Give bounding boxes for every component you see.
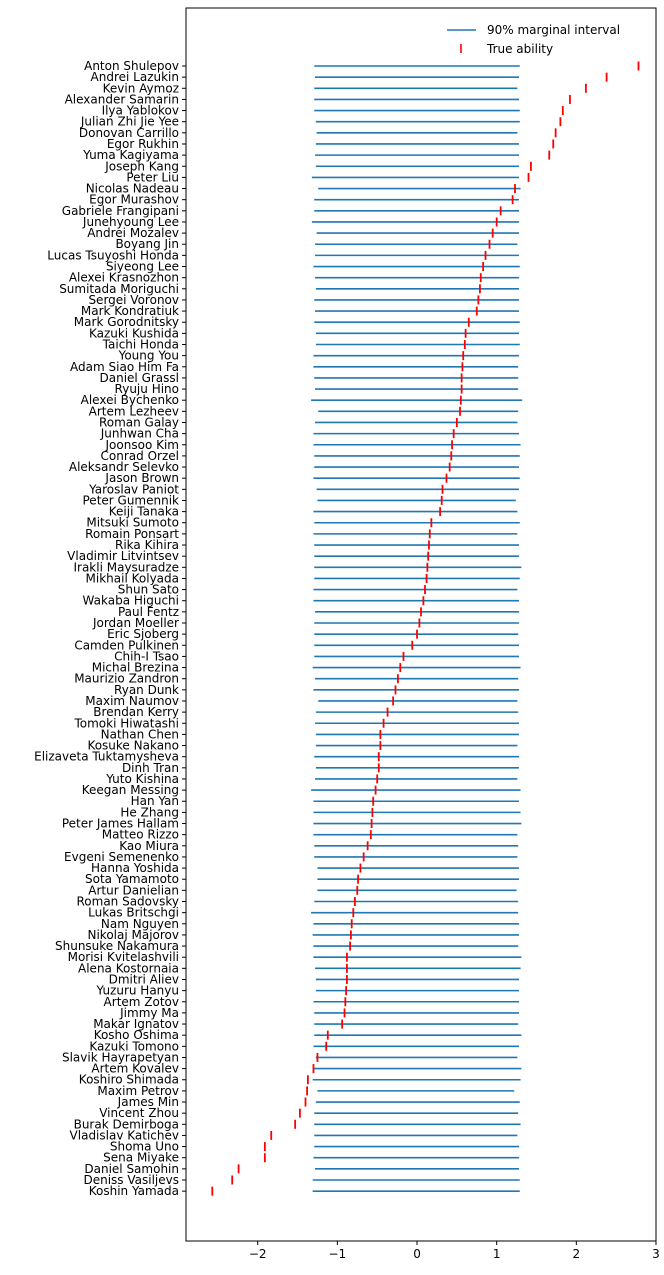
y-tick-label: Romain Ponsart: [85, 526, 179, 541]
y-tick-label: Tomoki Hiwatashi: [74, 716, 179, 731]
y-tick-label: Makar Ignatov: [93, 1017, 179, 1032]
y-tick-label: Paul Fentz: [117, 604, 179, 619]
y-tick-label: Siyeong Lee: [105, 259, 179, 274]
y-tick-label: Lucas Tsuyoshi Honda: [47, 248, 179, 263]
y-tick-label: Andrei Mozalev: [87, 226, 179, 241]
y-tick-label: Peter James Hallam: [61, 816, 179, 831]
x-tick-label: 0: [413, 1247, 421, 1261]
y-tick-label: Roman Sadovsky: [76, 894, 179, 909]
x-tick-label: 3: [652, 1247, 660, 1261]
y-tick-label: Sergei Voronov: [88, 292, 179, 307]
y-tick-label: Eric Sjoberg: [107, 627, 179, 642]
y-tick-label: Artem Kovalev: [91, 1061, 179, 1076]
y-tick-label: Vladimir Litvintsev: [67, 549, 179, 564]
y-tick-label: Maurizio Zandron: [74, 671, 179, 686]
y-tick-label: Alexander Samarin: [64, 92, 179, 107]
y-tick-label: Mark Kondratiuk: [80, 304, 179, 319]
y-tick-label: Peter Gumennik: [82, 493, 179, 508]
y-tick-label: Ryuju Hino: [114, 382, 179, 397]
y-tick-label: Ilya Yablokov: [101, 103, 179, 118]
y-tick-label: Irakli Maysuradze: [73, 560, 179, 575]
y-tick-label: Daniel Grassl: [99, 370, 179, 385]
y-tick-label: Shoma Uno: [109, 1139, 179, 1154]
y-tick-label: Keiji Tanaka: [108, 504, 179, 519]
y-tick-label: Rika Kihira: [114, 538, 179, 553]
y-tick-label: Shun Sato: [117, 582, 179, 597]
y-tick-label: Donovan Carrillo: [78, 125, 179, 140]
y-tick-label: Kosho Oshima: [93, 1028, 179, 1043]
y-tick-label: Jason Brown: [105, 471, 179, 486]
y-tick-label: Kazuki Tomono: [89, 1039, 179, 1054]
y-tick-label: Yuto Kishina: [106, 771, 179, 786]
y-tick-label: Daniel Samohin: [84, 1161, 179, 1176]
y-tick-label: Artem Lezheev: [88, 404, 179, 419]
y-tick-label: Kao Miura: [119, 838, 179, 853]
legend-interval-label: 90% marginal interval: [487, 23, 621, 37]
y-tick-label: Camden Pulkinen: [74, 638, 179, 653]
y-tick-label: Sena Miyake: [103, 1150, 179, 1165]
y-tick-label: Sumitada Moriguchi: [59, 281, 179, 296]
y-tick-label: Junhwan Cha: [100, 426, 179, 441]
y-tick-label: Alexei Bychenko: [80, 393, 179, 408]
y-tick-label: Aleksandr Selevko: [68, 460, 179, 475]
y-tick-label: Alena Kostornaia: [78, 961, 179, 976]
y-tick-label: Han Yan: [130, 794, 179, 809]
y-tick-label: Yuzuru Hanyu: [96, 983, 179, 998]
y-tick-label: Kevin Aymoz: [102, 81, 179, 96]
y-tick-label: Kosuke Nakano: [87, 738, 179, 753]
y-tick-label: Maxim Petrov: [97, 1083, 179, 1098]
y-tick-label: Maxim Naumov: [85, 693, 179, 708]
y-tick-label: Mikhail Kolyada: [85, 571, 179, 586]
y-tick-label: Egor Murashov: [89, 192, 179, 207]
y-tick-label: Burak Demirboga: [73, 1117, 179, 1132]
y-tick-label: Young You: [118, 348, 179, 363]
x-tick-label: −2: [248, 1247, 267, 1261]
y-tick-label: Boyang Jin: [115, 237, 179, 252]
y-tick-label: Vincent Zhou: [99, 1106, 179, 1121]
y-tick-label: Dmitri Aliev: [108, 972, 179, 987]
y-tick-label: Mark Gorodnitsky: [73, 315, 179, 330]
y-tick-label: Lukas Britschgi: [88, 905, 179, 920]
y-tick-label: Hanna Yoshida: [91, 861, 179, 876]
y-tick-label: Shunsuke Nakamura: [54, 939, 179, 954]
y-tick-label: Michal Brezina: [91, 660, 179, 675]
y-tick-label: Junehyoung Lee: [82, 214, 179, 229]
y-tick-label: Yaroslav Paniot: [89, 482, 179, 497]
y-tick-label: Adam Siao Him Fa: [70, 359, 179, 374]
y-tick-label: Koshiro Shimada: [78, 1072, 179, 1087]
y-tick-label: Alexei Krasnozhon: [68, 270, 179, 285]
y-tick-label: Keegan Messing: [81, 783, 179, 798]
x-tick-label: 1: [492, 1247, 501, 1261]
y-tick-label: Joonsoo Kim: [105, 437, 179, 452]
y-tick-label: Slavik Hayrapetyan: [61, 1050, 179, 1065]
y-tick-label: James Min: [117, 1095, 179, 1110]
y-tick-label: Conrad Orzel: [100, 448, 179, 463]
y-tick-label: Deniss Vasiljevs: [83, 1173, 179, 1187]
y-tick-label: Vladislav Katichev: [69, 1128, 179, 1143]
y-tick-label: Gabriele Frangipani: [61, 203, 179, 218]
y-tick-label: Joseph Kang: [105, 159, 179, 174]
y-tick-label: Roman Galay: [98, 415, 179, 430]
y-tick-label: Nam Nguyen: [100, 916, 179, 931]
y-tick-label: Mitsuki Sumoto: [86, 515, 179, 530]
y-tick-label: Sota Yamamoto: [85, 872, 179, 887]
y-tick-label: Brendan Kerry: [93, 705, 179, 720]
legend-ability-label: True ability: [487, 42, 554, 56]
y-tick-label: Evgeni Semenenko: [64, 849, 179, 864]
y-tick-label: Egor Rukhin: [106, 136, 179, 151]
y-tick-label: Nikolaj Majorov: [87, 927, 179, 942]
y-tick-label: Dinh Tran: [121, 760, 179, 775]
y-tick-label: Nicolas Nadeau: [85, 181, 179, 196]
y-tick-label: Jordan Moeller: [92, 616, 179, 630]
y-tick-label: Anton Shulepov: [84, 59, 179, 73]
y-tick-label: Nathan Chen: [100, 727, 179, 742]
y-tick-label: Matteo Rizzo: [101, 827, 179, 842]
x-tick-label: −1: [328, 1247, 347, 1261]
y-tick-label: Elizaveta Tuktamysheva: [34, 749, 179, 764]
y-tick-label: Julian Zhi Jie Yee: [80, 114, 179, 129]
y-tick-label: Koshin Yamada: [88, 1184, 179, 1199]
x-tick-label: 2: [572, 1247, 581, 1261]
y-tick-label: Morisi Kvitelashvili: [67, 950, 179, 965]
y-tick-label: Peter Liu: [126, 170, 179, 185]
y-tick-label: Yuma Kagiyama: [83, 148, 179, 163]
y-tick-label: He Zhang: [120, 805, 179, 820]
y-tick-label: Artem Zotov: [103, 994, 179, 1009]
y-tick-label: Ryan Dunk: [114, 682, 179, 697]
y-tick-label: Artur Danielian: [88, 883, 179, 898]
y-tick-label: Jimmy Ma: [120, 1005, 179, 1020]
y-tick-label: Wakaba Higuchi: [82, 593, 179, 608]
y-tick-label: Taichi Honda: [102, 337, 179, 352]
y-tick-label: Chih-I Tsao: [114, 649, 179, 664]
y-tick-label: Kazuki Kushida: [88, 326, 179, 341]
y-tick-label: Andrei Lazukin: [90, 70, 179, 85]
